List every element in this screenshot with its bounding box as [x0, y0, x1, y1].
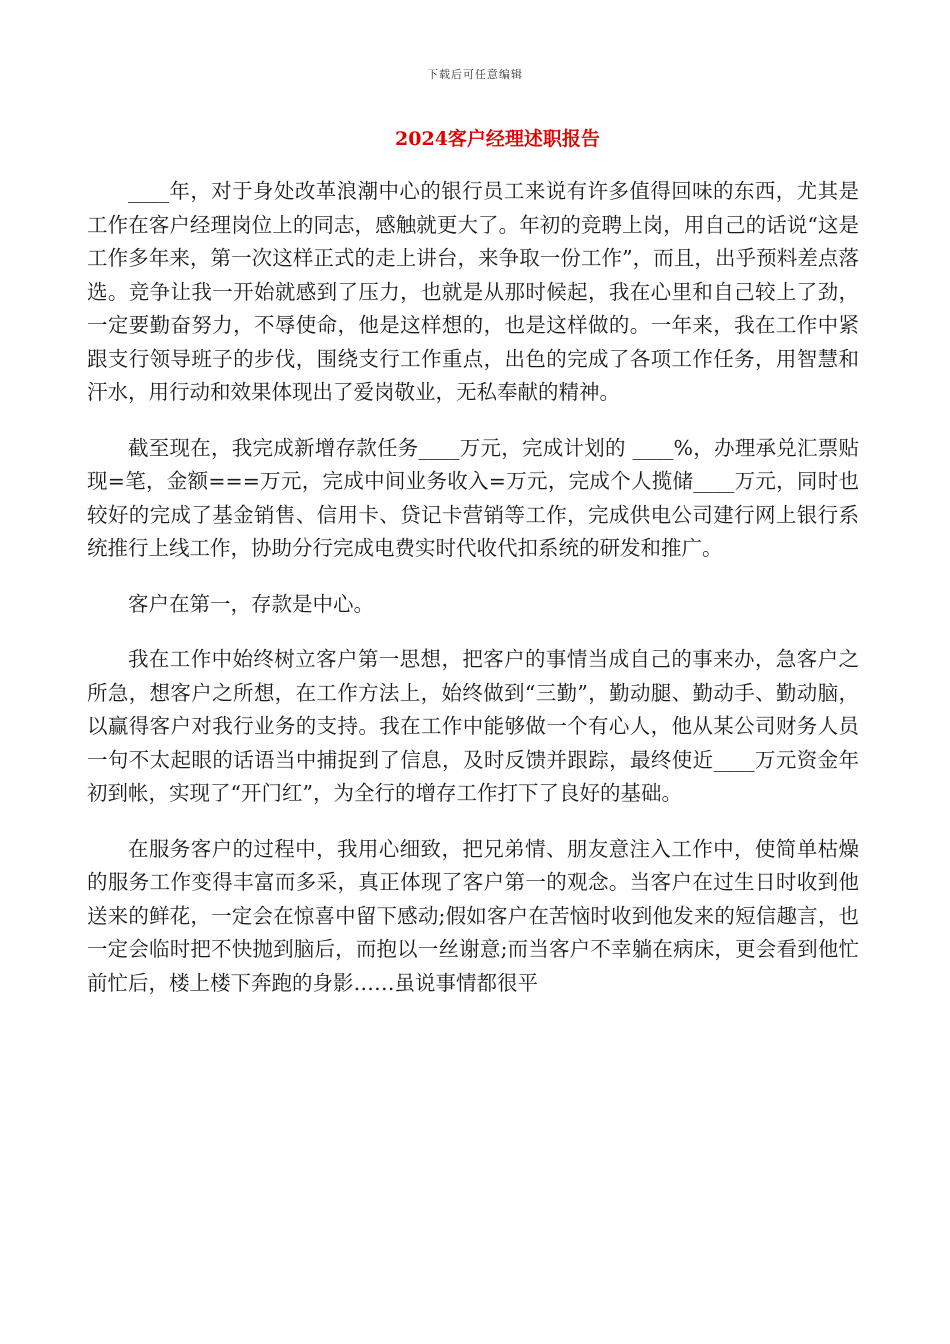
paragraph-3: 客户在第一，存款是中心。: [128, 591, 374, 616]
paragraph-5: 在服务客户的过程中，我用心细致，把兄弟情、朋友意注入工作中，使简单枯燥的服务工作变得丰富而多采，真正体现了客户第一的观念。当客户在过生日时收到他送来的鲜花，一定会在惊喜中留下感动;假如客户在苦恼时收到他发来的短信趣言，也一定会临时把不快抛到脑后，而抱以一丝谢意;而当客户不幸躺在病床，更会看到他忙前忙后，楼上楼下奔跑的身影……虽说事情都很平: [87, 836, 859, 995]
paragraph-4: 我在工作中始终树立客户第一思想，把客户的事情当成自己的事来办，急客户之所急，想客户之所想，在工作方法上，始终做到“三勤”，勤动腿、勤动手、勤动脑，以赢得客户对我行业务的支持。我在工作中能够做一个有心人，他从某公司财务人员一句不太起眼的话语当中捕捉到了信息，及时反馈并跟踪，最终使近____万元资金年初到帐，实现了“开门红”，为全行的增存工作打下了良好的基础。: [87, 647, 859, 805]
document-title: 2024客户经理述职报告: [395, 128, 600, 150]
document-body: [87, 175, 859, 1022]
paragraph-2: 截至现在，我完成新增存款任务____万元，完成计划的 ____%，办理承兑汇票贴现=笔，金额===万元，完成中间业务收入=万元，完成个人揽储____万元，同时也较好的完成了基金销售、信用卡、贷记卡营销等工作，完成供电公司建行网上银行系统推行上线工作，协助分行完成电费实时代收代扣系统的研发和推广。: [87, 435, 859, 560]
header-note: 下载后可任意编辑: [427, 68, 523, 81]
paragraph-1: ____年，对于身处改革浪潮中心的银行员工来说有许多值得回味的东西，尤其是工作在客户经理岗位上的同志，感触就更大了。年初的竞聘上岗，用自己的话说“这是工作多年来，第一次这样正式的走上讲台，来争取一份工作”，而且，出乎预料差点落选。竞争让我一开始就感到了压力，也就是从那时候起，我在心里和自己较上了劲，一定要勤奋努力，不辱使命，他是这样想的，也是这样做的。一年来，我在工作中紧跟支行领导班子的步伐，围绕支行工作重点，出色的完成了各项工作任务，用智慧和汗水，用行动和效果体现出了爱岗敬业，无私奉献的精神。: [87, 179, 859, 404]
